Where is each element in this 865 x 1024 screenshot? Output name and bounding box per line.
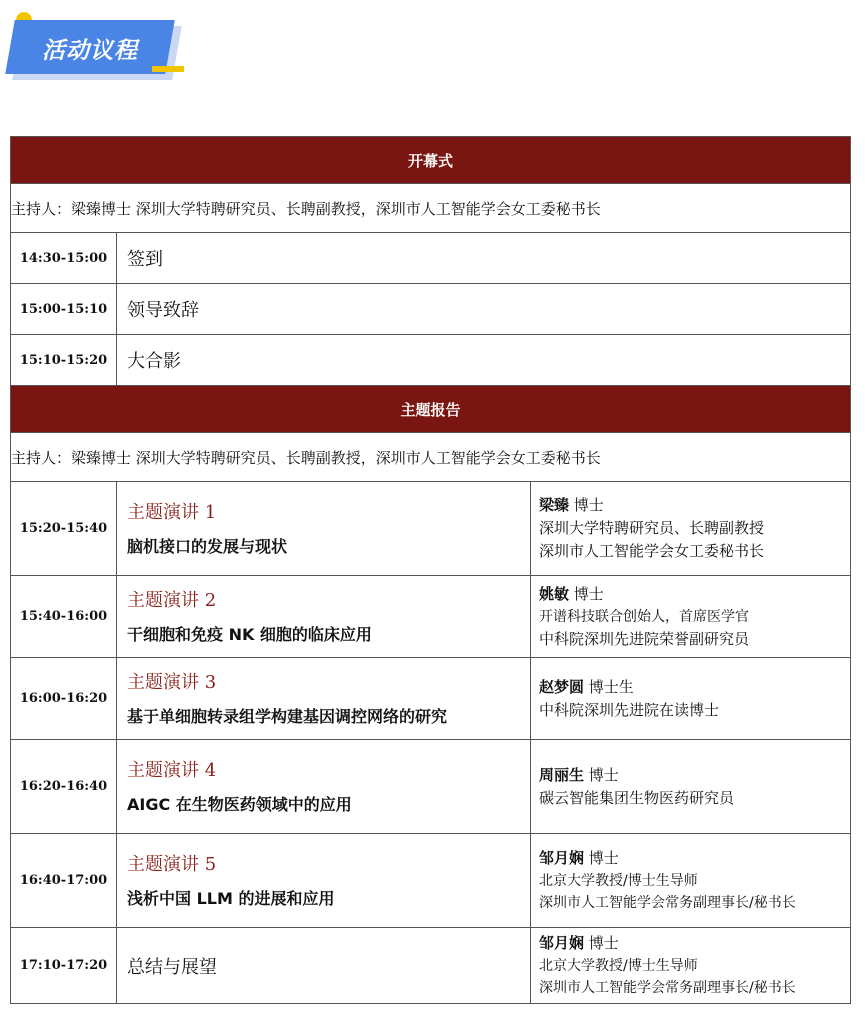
speaker-affiliation: 中科院深圳先进院在读博士 (539, 700, 720, 719)
section-title: 主题报告 (11, 386, 851, 433)
badge-underline (152, 66, 184, 72)
speaker-affiliation: 北京大学教授/博士生导师 (539, 958, 698, 974)
item-text: 总结与展望 (117, 928, 531, 1004)
talk-row (11, 834, 851, 928)
host-row (11, 184, 851, 233)
section-title: 开幕式 (11, 137, 851, 184)
talk-label: 主题演讲 4 (127, 759, 217, 781)
talk-row (11, 658, 851, 740)
speaker-degree: 博士生 (588, 677, 634, 696)
speaker-name: 邹月娴 (539, 934, 585, 952)
talk-title: AIGC 在生物医药领域中的应用 (127, 794, 352, 814)
agenda-row (11, 284, 851, 335)
speaker-name: 周丽生 (539, 765, 585, 784)
speaker-affiliation: 深圳市人工智能学会常务副理事长/秘书长 (539, 980, 796, 996)
time-cell: 16:20-16:40 (11, 740, 117, 834)
time-cell: 17:10-17:20 (11, 928, 117, 1004)
agenda-row (11, 335, 851, 386)
speaker-affiliation: 深圳市人工智能学会女工委秘书长 (539, 542, 765, 560)
time-cell: 15:40-16:00 (11, 576, 117, 658)
time-cell: 16:00-16:20 (11, 658, 117, 740)
speaker-degree: 博士 (588, 849, 619, 867)
topic-cell (117, 576, 531, 658)
speaker-cell (531, 576, 851, 658)
section-badge (0, 0, 200, 92)
speaker-affiliation: 深圳大学特聘研究员、长聘副教授 (539, 519, 765, 537)
item-text: 大合影 (117, 335, 851, 386)
time-cell: 15:20-15:40 (11, 482, 117, 576)
talk-label: 主题演讲 2 (127, 589, 217, 611)
talk-title: 基于单细胞转录组学构建基因调控网络的研究 (127, 706, 448, 726)
speaker-name: 邹月娴 (539, 849, 585, 867)
section-header-opening (11, 137, 851, 184)
talk-row (11, 740, 851, 834)
speaker-cell (531, 482, 851, 576)
talk-title: 脑机接口的发展与现状 (127, 536, 288, 556)
talk-title: 干细胞和免疫 NK 细胞的临床应用 (127, 624, 372, 644)
speaker-cell (531, 740, 851, 834)
talk-label: 主题演讲 3 (127, 671, 217, 693)
speaker-degree: 博士 (573, 496, 604, 514)
page-title: 活动议程 (42, 38, 138, 64)
speaker-affiliation: 中科院深圳先进院荣誉副研究员 (539, 629, 750, 648)
speaker-name: 梁臻 (539, 496, 570, 514)
speaker-cell (531, 658, 851, 740)
speaker-cell (531, 834, 851, 928)
topic-cell (117, 482, 531, 576)
closing-row (11, 928, 851, 1004)
section-header-keynotes (11, 386, 851, 433)
speaker-degree: 博士 (573, 584, 604, 603)
speaker-degree: 博士 (588, 934, 619, 952)
item-text: 领导致辞 (117, 284, 851, 335)
talk-row (11, 482, 851, 576)
topic-cell (117, 740, 531, 834)
talk-row (11, 576, 851, 658)
host-text: 主持人：梁臻博士 深圳大学特聘研究员、长聘副教授，深圳市人工智能学会女工委秘书长 (11, 184, 851, 233)
item-text: 签到 (117, 233, 851, 284)
agenda-table (10, 136, 851, 1004)
speaker-affiliation: 开谱科技联合创始人，首席医学官 (539, 608, 749, 625)
speaker-name: 姚敏 (539, 584, 570, 603)
host-text: 主持人：梁臻博士 深圳大学特聘研究员、长聘副教授，深圳市人工智能学会女工委秘书长 (11, 433, 851, 482)
time-cell: 15:10-15:20 (11, 335, 117, 386)
speaker-name: 赵梦圆 (539, 677, 585, 696)
time-cell: 15:00-15:10 (11, 284, 117, 335)
talk-label: 主题演讲 1 (127, 501, 217, 523)
talk-title: 浅析中国 LLM 的进展和应用 (127, 888, 335, 908)
agenda-row (11, 233, 851, 284)
speaker-affiliation: 深圳市人工智能学会常务副理事长/秘书长 (539, 895, 796, 911)
time-cell: 14:30-15:00 (11, 233, 117, 284)
topic-cell (117, 658, 531, 740)
host-row (11, 433, 851, 482)
speaker-cell (531, 928, 851, 1004)
speaker-degree: 博士 (588, 765, 619, 784)
time-cell: 16:40-17:00 (11, 834, 117, 928)
talk-label: 主题演讲 5 (127, 853, 217, 875)
speaker-affiliation: 北京大学教授/博士生导师 (539, 873, 698, 889)
topic-cell (117, 834, 531, 928)
speaker-affiliation: 碳云智能集团生物医药研究员 (539, 788, 735, 807)
